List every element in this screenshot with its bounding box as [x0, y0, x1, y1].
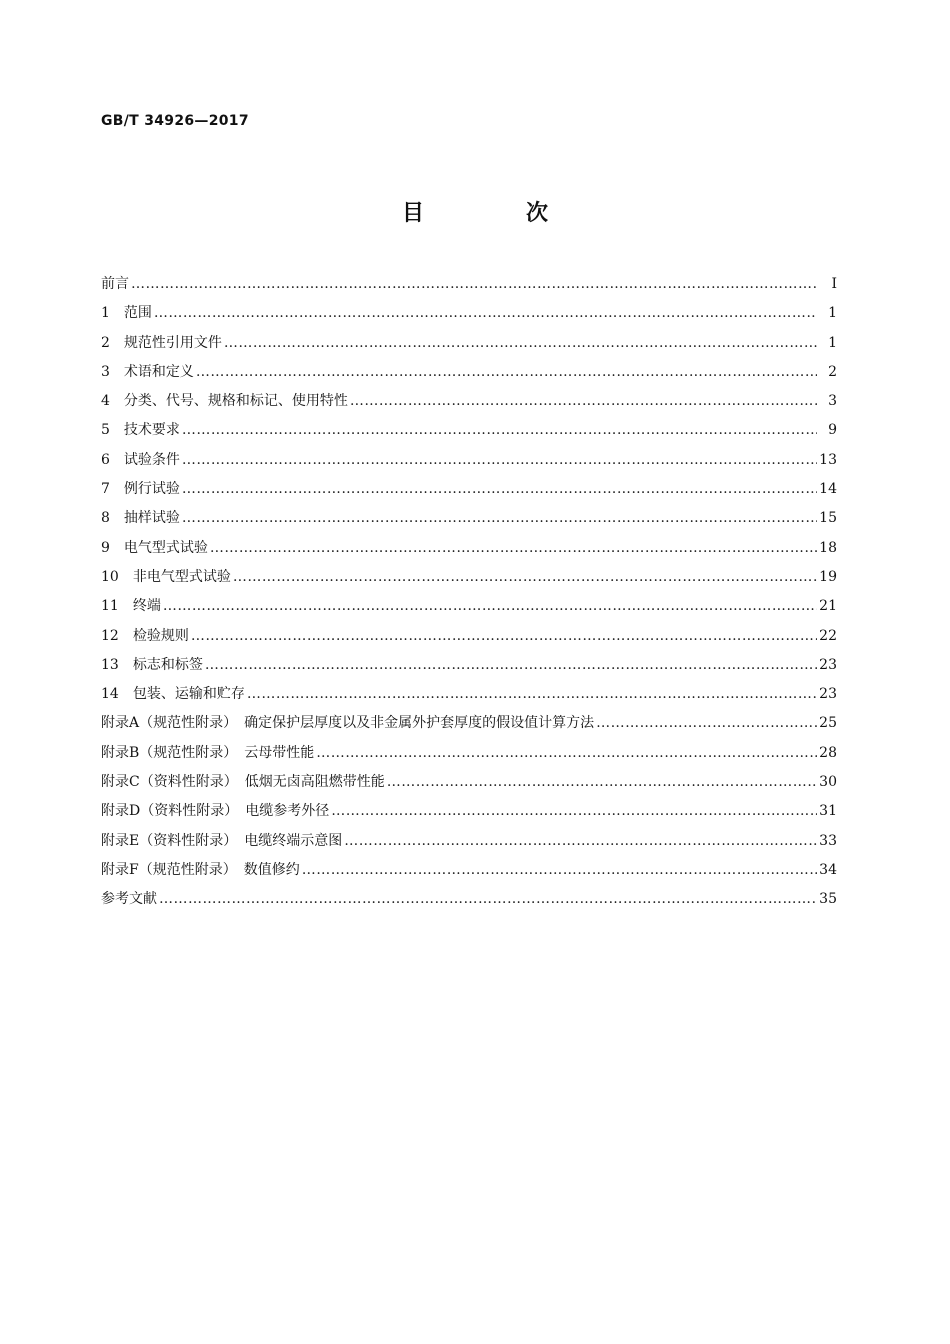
- toc-entry-page: 25: [819, 715, 837, 732]
- toc-leader-dots: [387, 768, 817, 797]
- toc-entry-page: 1: [828, 305, 837, 322]
- table-of-contents: [101, 270, 837, 915]
- toc-entry-page: 33: [819, 832, 837, 849]
- toc-leader-dots: [182, 504, 817, 533]
- toc-entry[interactable]: [101, 270, 837, 299]
- toc-leader-dots: [302, 856, 817, 885]
- toc-entry-page: 14: [819, 481, 837, 498]
- toc-leader-dots: [247, 680, 817, 709]
- toc-leader-dots: [596, 709, 817, 738]
- toc-entry-label: 2 规范性引用文件: [101, 334, 222, 351]
- toc-leader-dots: [210, 534, 817, 563]
- toc-entry-label: 4 分类、代号、规格和标记、使用特性: [101, 393, 348, 410]
- toc-entry-page: Ⅰ: [831, 276, 837, 292]
- toc-entry-label: 前言: [101, 276, 129, 292]
- toc-leader-dots: [182, 446, 817, 475]
- standard-code: GB/T 34926—2017: [101, 113, 249, 129]
- toc-leader-dots: [316, 739, 817, 768]
- toc-entry-page: 23: [819, 686, 837, 703]
- toc-entry-page: 19: [819, 568, 837, 585]
- toc-entry-label: 附录D（资料性附录） 电缆参考外径: [101, 803, 330, 820]
- toc-entry[interactable]: [101, 651, 837, 680]
- toc-leader-dots: [205, 651, 817, 680]
- toc-entry-label: 3 术语和定义: [101, 363, 194, 380]
- toc-leader-dots: [224, 329, 817, 358]
- toc-leader-dots: [131, 270, 817, 299]
- toc-entry-label: 5 技术要求: [101, 422, 180, 439]
- toc-entry-page: 23: [819, 656, 837, 673]
- toc-leader-dots: [350, 387, 817, 416]
- toc-entry-label: 参考文献: [101, 891, 157, 908]
- toc-entry-page: 21: [819, 598, 837, 615]
- toc-entry[interactable]: [101, 299, 837, 328]
- toc-leader-dots: [182, 416, 817, 445]
- toc-entry-page: 31: [819, 803, 837, 820]
- toc-entry[interactable]: [101, 416, 837, 445]
- toc-entry-label: 附录B（规范性附录） 云母带性能: [101, 744, 315, 761]
- toc-entry[interactable]: [101, 563, 837, 592]
- toc-leader-dots: [159, 885, 817, 914]
- toc-entry-label: 12 检验规则: [101, 627, 189, 644]
- toc-entry[interactable]: [101, 797, 837, 826]
- toc-entry[interactable]: [101, 387, 837, 416]
- toc-leader-dots: [196, 358, 817, 387]
- toc-entry[interactable]: [101, 446, 837, 475]
- toc-leader-dots: [182, 475, 817, 504]
- toc-entry-page: 28: [819, 744, 837, 761]
- toc-entry[interactable]: [101, 827, 837, 856]
- toc-entry-label: 附录E（资料性附录） 电缆终端示意图: [101, 832, 343, 849]
- toc-entry[interactable]: [101, 885, 837, 914]
- toc-entry[interactable]: [101, 856, 837, 885]
- toc-entry[interactable]: [101, 680, 837, 709]
- toc-entry[interactable]: [101, 329, 837, 358]
- toc-entry-page: 35: [819, 891, 837, 908]
- toc-entry[interactable]: [101, 504, 837, 533]
- page-title: 目 次: [401, 201, 588, 226]
- toc-entry-page: 13: [819, 451, 837, 468]
- toc-entry-label: 8 抽样试验: [101, 510, 180, 527]
- toc-leader-dots: [154, 299, 817, 328]
- toc-entry-page: 15: [819, 510, 837, 527]
- toc-entry-label: 7 例行试验: [101, 481, 180, 498]
- toc-leader-dots: [344, 827, 817, 856]
- toc-entry-page: 9: [828, 422, 837, 439]
- toc-entry-label: 11 终端: [101, 598, 161, 615]
- toc-leader-dots: [233, 563, 817, 592]
- toc-entry-label: 附录A（规范性附录） 确定保护层厚度以及非金属外护套厚度的假设值计算方法: [101, 715, 595, 732]
- toc-leader-dots: [191, 622, 817, 651]
- toc-leader-dots: [331, 797, 817, 826]
- toc-entry-label: 13 标志和标签: [101, 656, 203, 673]
- toc-entry[interactable]: [101, 358, 837, 387]
- toc-entry-page: 30: [819, 774, 837, 791]
- toc-leader-dots: [163, 592, 817, 621]
- toc-entry[interactable]: [101, 592, 837, 621]
- toc-entry-label: 1 范围: [101, 305, 152, 322]
- toc-entry-label: 10 非电气型式试验: [101, 568, 231, 585]
- toc-entry-page: 3: [828, 393, 837, 410]
- toc-entry[interactable]: [101, 739, 837, 768]
- toc-entry[interactable]: [101, 622, 837, 651]
- toc-entry-label: 附录C（资料性附录） 低烟无卤高阻燃带性能: [101, 774, 385, 791]
- toc-entry-label: 14 包装、运输和贮存: [101, 686, 245, 703]
- toc-entry-page: 34: [819, 861, 837, 878]
- toc-entry-label: 附录F（规范性附录） 数值修约: [101, 861, 300, 878]
- toc-entry-page: 2: [828, 363, 837, 380]
- toc-entry[interactable]: [101, 534, 837, 563]
- toc-entry-page: 22: [819, 627, 837, 644]
- toc-entry[interactable]: [101, 768, 837, 797]
- toc-entry-label: 9 电气型式试验: [101, 539, 208, 556]
- toc-entry-label: 6 试验条件: [101, 451, 180, 468]
- toc-entry-page: 1: [828, 334, 837, 351]
- toc-entry-page: 18: [819, 539, 837, 556]
- toc-entry[interactable]: [101, 475, 837, 504]
- toc-entry[interactable]: [101, 709, 837, 738]
